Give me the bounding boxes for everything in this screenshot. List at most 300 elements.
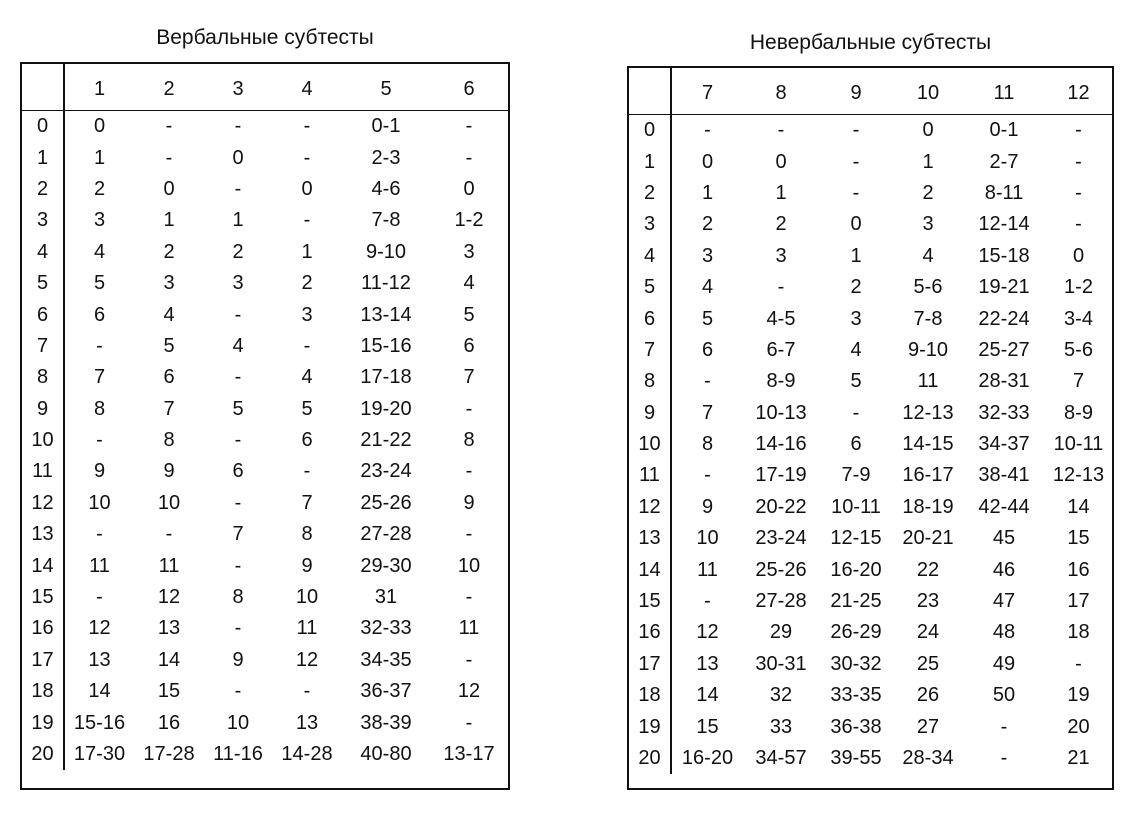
scaled-score-cell: 11 bbox=[917, 370, 939, 393]
raw-score-cell: 5 bbox=[22, 268, 64, 299]
table-row bbox=[22, 174, 508, 205]
scaled-score-cell: 6 bbox=[232, 460, 244, 483]
scaled-score-cell: 3 bbox=[463, 240, 475, 263]
nonverbal-subtests-title: Невербальные субтесты bbox=[749, 31, 992, 54]
scaled-score-cell: 20 bbox=[1067, 715, 1090, 738]
scaled-score-cell: 1 bbox=[775, 181, 787, 204]
table-row bbox=[22, 676, 508, 707]
raw-score-cell: 4 bbox=[22, 237, 64, 268]
verbal-subtests-title: Вербальные субтесты bbox=[156, 26, 374, 49]
scaled-score-cell: 22 bbox=[916, 558, 940, 581]
scaled-score-cell: 0 bbox=[701, 150, 714, 173]
raw-score-cell: 7 bbox=[629, 335, 671, 366]
table-row bbox=[629, 429, 1112, 460]
scaled-score-cell: 8 bbox=[301, 523, 313, 546]
scaled-score-cell: 33-35 bbox=[830, 684, 882, 707]
scaled-score-cell: 32-33 bbox=[978, 401, 1030, 424]
scaled-score-cell: 5 bbox=[701, 307, 714, 330]
scaled-score-cell: 5-6 bbox=[1064, 338, 1093, 361]
scaled-score-cell: - bbox=[704, 590, 711, 613]
scaled-score-cell: 9 bbox=[232, 648, 244, 671]
raw-score-cell: 2 bbox=[22, 174, 64, 205]
scaled-score-cell: 0 bbox=[775, 150, 787, 173]
scaled-score-cell: 12-14 bbox=[978, 213, 1030, 236]
scaled-score-cell: - bbox=[465, 711, 473, 734]
scaled-score-cell: 20-21 bbox=[902, 527, 954, 550]
scaled-score-cell: 29 bbox=[769, 621, 793, 644]
scaled-score-cell: 45 bbox=[992, 527, 1016, 550]
nonverbal-table-body bbox=[629, 68, 1112, 774]
scaled-score-cell: 9-10 bbox=[365, 240, 407, 263]
raw-score-cell: 7 bbox=[22, 331, 64, 362]
scaled-score-cell: - bbox=[303, 460, 311, 483]
table-row bbox=[22, 362, 508, 393]
scaled-score-cell: 3 bbox=[301, 303, 313, 326]
scaled-score-cell: 42-44 bbox=[978, 495, 1030, 518]
table-row bbox=[22, 488, 508, 519]
scaled-score-cell: - bbox=[234, 303, 242, 326]
table-row bbox=[629, 398, 1112, 429]
scaled-score-cell: 16-20 bbox=[830, 558, 882, 581]
scaled-score-cell: 12 bbox=[696, 621, 719, 644]
scaled-score-cell: 25 bbox=[916, 652, 940, 675]
scaled-score-cell: - bbox=[465, 648, 473, 671]
scaled-score-cell: - bbox=[704, 119, 711, 142]
scaled-score-cell: 30-31 bbox=[755, 652, 807, 675]
table-row bbox=[629, 335, 1112, 366]
scaled-score-cell: 16 bbox=[157, 711, 181, 734]
scaled-score-cell: - bbox=[234, 617, 242, 640]
scaled-score-cell: 7 bbox=[301, 491, 313, 514]
scaled-score-cell: 39-55 bbox=[830, 747, 882, 769]
scaled-score-cell: 7 bbox=[463, 366, 475, 389]
scaled-score-cell: 50 bbox=[992, 684, 1016, 707]
scaled-score-cell: - bbox=[777, 119, 785, 142]
raw-score-cell: 1 bbox=[629, 146, 671, 177]
scaled-score-cell: 1 bbox=[232, 209, 244, 232]
scaled-score-cell: 10 bbox=[295, 586, 319, 609]
scaled-score-cell: 14-16 bbox=[755, 433, 807, 456]
scaled-score-cell: 0 bbox=[301, 177, 313, 200]
scaled-score-cell: 22-24 bbox=[978, 307, 1030, 330]
raw-score-cell: 15 bbox=[22, 582, 64, 613]
scaled-score-cell: - bbox=[96, 429, 103, 452]
table-row bbox=[22, 425, 508, 456]
table-row bbox=[22, 142, 508, 173]
scaled-score-cell: - bbox=[96, 586, 103, 609]
subtest-header: 8 bbox=[743, 68, 819, 115]
scaled-score-cell: 46 bbox=[992, 558, 1016, 581]
table-row bbox=[629, 523, 1112, 554]
scaled-score-cell: 1 bbox=[850, 244, 862, 267]
scaled-score-cell: - bbox=[234, 429, 242, 452]
table-row bbox=[629, 303, 1112, 334]
scaled-score-cell: 17-28 bbox=[143, 743, 195, 765]
scaled-score-cell: 20-22 bbox=[755, 495, 807, 518]
scaled-score-cell: 6 bbox=[701, 338, 714, 361]
scaled-score-cell: 25-27 bbox=[978, 338, 1030, 361]
scaled-score-cell: 9 bbox=[93, 460, 106, 483]
raw-score-cell: 12 bbox=[22, 488, 64, 519]
scaled-score-cell: 6 bbox=[93, 303, 106, 326]
table-row bbox=[22, 331, 508, 362]
subtest-header: 12 bbox=[1045, 68, 1112, 115]
scaled-score-cell: - bbox=[465, 523, 473, 546]
table-row bbox=[22, 394, 508, 425]
scaled-score-cell: 10-11 bbox=[831, 495, 881, 518]
scaled-score-cell: 10-11 bbox=[1053, 433, 1104, 456]
scaled-score-cell: 14 bbox=[696, 684, 719, 707]
scaled-score-cell: - bbox=[234, 366, 242, 389]
table-row bbox=[22, 111, 508, 143]
subtest-header: 3 bbox=[204, 64, 272, 111]
scaled-score-cell: 12 bbox=[457, 680, 481, 703]
scaled-score-cell: 4 bbox=[232, 334, 244, 357]
scaled-score-cell: - bbox=[234, 680, 242, 703]
scaled-score-cell: - bbox=[465, 397, 473, 420]
scaled-score-cell: 1 bbox=[93, 146, 106, 169]
scaled-score-cell: 10-13 bbox=[755, 401, 807, 424]
scaled-score-cell: 18 bbox=[1067, 621, 1090, 644]
raw-score-cell: 17 bbox=[22, 645, 64, 676]
scaled-score-cell: 0 bbox=[1072, 244, 1085, 267]
scaled-score-cell: 14 bbox=[88, 680, 111, 703]
table-row bbox=[629, 554, 1112, 585]
scaled-score-cell: 10 bbox=[226, 711, 250, 734]
raw-score-cell: 20 bbox=[629, 743, 671, 774]
scaled-score-cell: 15 bbox=[696, 715, 719, 738]
subtest-header: 9 bbox=[819, 68, 893, 115]
raw-score-cell: 9 bbox=[22, 394, 64, 425]
scaled-score-cell: 14-15 bbox=[902, 433, 954, 456]
scaled-score-cell: 11 bbox=[697, 558, 718, 581]
raw-score-cell: 11 bbox=[22, 456, 64, 487]
scaled-score-cell: 19 bbox=[1067, 684, 1090, 707]
table-row bbox=[22, 268, 508, 299]
scaled-score-cell: 8-9 bbox=[766, 370, 796, 393]
scaled-score-cell: - bbox=[852, 150, 860, 173]
scaled-score-cell: 15 bbox=[157, 680, 181, 703]
subtest-header: 1 bbox=[64, 64, 134, 111]
scaled-score-cell: 0-1 bbox=[371, 115, 401, 138]
raw-score-cell: 3 bbox=[629, 209, 671, 240]
raw-score-cell: 18 bbox=[629, 680, 671, 711]
scaled-score-cell: 1 bbox=[301, 240, 313, 263]
scaled-score-cell: 4 bbox=[701, 276, 714, 299]
scaled-score-cell: 16 bbox=[1067, 558, 1090, 581]
scaled-score-cell: 2-7 bbox=[989, 150, 1019, 173]
table-row bbox=[629, 743, 1112, 774]
table-row bbox=[22, 645, 508, 676]
table-row bbox=[22, 582, 508, 613]
scaled-score-cell: 2 bbox=[775, 213, 787, 236]
scaled-score-cell: 13 bbox=[88, 648, 111, 671]
scaled-score-cell: 13-14 bbox=[360, 303, 412, 326]
scaled-score-cell: 29-30 bbox=[360, 554, 412, 577]
scaled-score-cell: 3 bbox=[93, 209, 106, 232]
scaled-score-cell: 6-7 bbox=[766, 338, 796, 361]
scaled-score-cell: 4 bbox=[463, 272, 475, 295]
table-row bbox=[629, 272, 1112, 303]
scaled-score-cell: 16-17 bbox=[902, 464, 954, 487]
raw-score-cell: 14 bbox=[22, 550, 64, 581]
table-row bbox=[22, 456, 508, 487]
scaled-score-cell: 13 bbox=[295, 711, 319, 734]
scaled-score-cell: 23-24 bbox=[360, 460, 412, 483]
scaled-score-cell: - bbox=[465, 460, 473, 483]
scaled-score-cell: 12-13 bbox=[902, 401, 954, 424]
scaled-score-cell: 9 bbox=[301, 554, 313, 577]
scaled-score-cell: 21-22 bbox=[360, 429, 412, 452]
table-row bbox=[629, 617, 1112, 648]
verbal-table-frame bbox=[20, 62, 510, 790]
table-row bbox=[22, 613, 508, 644]
scaled-score-cell: 13-17 bbox=[443, 743, 495, 765]
scaled-score-cell: 17 bbox=[1067, 590, 1090, 613]
scaled-score-cell: 3 bbox=[850, 307, 862, 330]
scaled-score-cell: 14 bbox=[1067, 495, 1090, 518]
raw-score-cell: 6 bbox=[22, 299, 64, 330]
raw-score-cell: 20 bbox=[22, 739, 64, 770]
scaled-score-cell: 6 bbox=[163, 366, 175, 389]
table-row bbox=[629, 241, 1112, 272]
scaled-score-cell: 16-20 bbox=[681, 747, 734, 769]
scaled-score-cell: - bbox=[852, 119, 860, 142]
scaled-score-cell: 23-24 bbox=[755, 527, 807, 550]
scaled-score-cell: - bbox=[165, 523, 173, 546]
scaled-score-cell: - bbox=[303, 680, 311, 703]
scaled-score-cell: - bbox=[234, 491, 242, 514]
raw-score-header bbox=[629, 68, 671, 115]
raw-score-cell: 0 bbox=[22, 111, 64, 143]
scaled-score-cell: - bbox=[165, 146, 173, 169]
scaled-score-cell: - bbox=[234, 554, 242, 577]
scaled-score-cell: 4 bbox=[301, 366, 313, 389]
raw-score-cell: 14 bbox=[629, 554, 671, 585]
scaled-score-cell: 21-25 bbox=[830, 590, 882, 613]
table-row bbox=[22, 550, 508, 581]
scaled-score-cell: 17-18 bbox=[360, 366, 412, 389]
scaled-score-cell: 9 bbox=[463, 491, 475, 514]
scaled-score-cell: - bbox=[465, 586, 473, 609]
scaled-score-cell: 14 bbox=[157, 648, 181, 671]
raw-score-header bbox=[22, 64, 64, 111]
raw-score-cell: 0 bbox=[629, 115, 671, 147]
table-row bbox=[22, 519, 508, 550]
scaled-score-cell: 4 bbox=[922, 244, 934, 267]
scaled-score-cell: 8 bbox=[232, 586, 244, 609]
raw-score-cell: 8 bbox=[629, 366, 671, 397]
scaled-score-cell: 12-15 bbox=[830, 527, 882, 550]
scaled-score-cell: 6 bbox=[301, 429, 313, 452]
scaled-score-cell: 1-2 bbox=[454, 209, 484, 232]
scaled-score-cell: - bbox=[1075, 150, 1082, 173]
scaled-score-cell: - bbox=[852, 181, 860, 204]
scaled-score-cell: 11 bbox=[458, 617, 480, 640]
scaled-score-cell: 36-37 bbox=[360, 680, 412, 703]
scaled-score-cell: 3 bbox=[922, 213, 934, 236]
scaled-score-cell: 12 bbox=[295, 648, 319, 671]
scaled-score-cell: 36-38 bbox=[830, 715, 882, 738]
subtest-header: 10 bbox=[893, 68, 963, 115]
raw-score-cell: 10 bbox=[22, 425, 64, 456]
scaled-score-cell: 2 bbox=[701, 213, 714, 236]
scaled-score-cell: 26 bbox=[916, 684, 940, 707]
scaled-score-cell: 15 bbox=[1067, 527, 1090, 550]
scaled-score-cell: 15-16 bbox=[73, 711, 126, 734]
subtest-header: 11 bbox=[963, 68, 1045, 115]
scaled-score-cell: - bbox=[1075, 119, 1082, 142]
scaled-score-cell: 0 bbox=[922, 119, 934, 142]
scaled-score-cell: 30-32 bbox=[830, 652, 882, 675]
scaled-score-cell: 3 bbox=[701, 244, 714, 267]
raw-score-cell: 3 bbox=[22, 205, 64, 236]
table-row bbox=[22, 237, 508, 268]
subtest-header: 2 bbox=[134, 64, 204, 111]
scaled-score-cell: 7-8 bbox=[371, 209, 401, 232]
table-row bbox=[629, 586, 1112, 617]
scaled-score-cell: 48 bbox=[992, 621, 1016, 644]
scaled-score-cell: 19-21 bbox=[978, 276, 1030, 299]
scaled-score-cell: - bbox=[1000, 715, 1008, 738]
scaled-score-cell: 2 bbox=[232, 240, 244, 263]
scaled-score-cell: 27-28 bbox=[755, 590, 807, 613]
raw-score-cell: 1 bbox=[22, 142, 64, 173]
nonverbal-table-frame bbox=[627, 66, 1114, 790]
scaled-score-cell: 9-10 bbox=[907, 338, 949, 361]
scaled-score-cell: 8-9 bbox=[1064, 401, 1093, 424]
raw-score-cell: 16 bbox=[629, 617, 671, 648]
scaled-score-cell: 40-80 bbox=[360, 743, 412, 765]
scaled-score-cell: - bbox=[465, 146, 473, 169]
scaled-score-cell: 2 bbox=[301, 272, 313, 295]
scaled-score-cell: 34-37 bbox=[978, 433, 1030, 456]
raw-score-cell: 17 bbox=[629, 649, 671, 680]
scaled-score-cell: 7-9 bbox=[841, 464, 871, 487]
scaled-score-cell: 2 bbox=[93, 177, 106, 200]
scaled-score-cell: 4-5 bbox=[766, 307, 796, 330]
scaled-score-cell: 1 bbox=[701, 181, 714, 204]
scaled-score-cell: - bbox=[1075, 213, 1082, 236]
scaled-score-cell: 15-18 bbox=[978, 244, 1030, 267]
scaled-score-cell: 10 bbox=[696, 527, 719, 550]
raw-score-cell: 18 bbox=[22, 676, 64, 707]
scaled-score-cell: 5 bbox=[301, 397, 313, 420]
raw-score-cell: 19 bbox=[629, 711, 671, 742]
scaled-score-cell: 7 bbox=[701, 401, 714, 424]
scaled-score-cell: - bbox=[303, 334, 311, 357]
table-row bbox=[629, 115, 1112, 147]
scaled-score-cell: 8-11 bbox=[984, 181, 1024, 204]
scaled-score-cell: 5 bbox=[93, 272, 106, 295]
scaled-score-cell: 49 bbox=[992, 652, 1016, 675]
scaled-score-cell: 5 bbox=[463, 303, 475, 326]
scaled-score-cell: 13 bbox=[696, 652, 719, 675]
scaled-score-cell: 5 bbox=[850, 370, 862, 393]
scaled-score-cell: 1 bbox=[922, 150, 934, 173]
table-row bbox=[629, 680, 1112, 711]
scaled-score-cell: - bbox=[465, 115, 473, 138]
scaled-score-cell: 31 bbox=[374, 586, 398, 609]
scaled-score-cell: 3 bbox=[775, 244, 787, 267]
scaled-score-cell: 9 bbox=[163, 460, 175, 483]
scaled-score-cell: 6 bbox=[463, 334, 475, 357]
scaled-score-cell: 11 bbox=[296, 617, 318, 640]
scaled-score-cell: 3 bbox=[232, 272, 244, 295]
scaled-score-cell: 2-3 bbox=[371, 146, 401, 169]
scaled-score-cell: - bbox=[777, 276, 785, 299]
scaled-score-cell: 47 bbox=[992, 590, 1016, 613]
table-row bbox=[629, 460, 1112, 491]
scaled-score-cell: 9 bbox=[701, 495, 714, 518]
scaled-score-cell: 11 bbox=[89, 554, 110, 577]
table-row bbox=[629, 178, 1112, 209]
scaled-score-cell: 23 bbox=[916, 590, 940, 613]
scaled-score-cell: 4 bbox=[93, 240, 106, 263]
scaled-score-cell: 7 bbox=[93, 366, 106, 389]
scaled-score-cell: 10 bbox=[457, 554, 481, 577]
scaled-score-cell: 34-35 bbox=[360, 648, 412, 671]
scaled-score-cell: 8 bbox=[701, 433, 714, 456]
scaled-score-cell: - bbox=[303, 115, 311, 138]
raw-score-cell: 10 bbox=[629, 429, 671, 460]
table-row bbox=[629, 209, 1112, 240]
scaled-score-cell: 33 bbox=[769, 715, 793, 738]
table-header-row bbox=[629, 68, 1112, 115]
scaled-score-cell: 3-4 bbox=[1064, 307, 1093, 330]
scaled-score-cell: 4-6 bbox=[371, 177, 401, 200]
scaled-score-cell: 0 bbox=[232, 146, 244, 169]
scaled-score-cell: - bbox=[96, 334, 103, 357]
scaled-score-cell: 17-30 bbox=[73, 743, 126, 765]
scaled-score-cell: 17-19 bbox=[755, 464, 807, 487]
table-row bbox=[22, 205, 508, 236]
scaled-score-cell: - bbox=[234, 177, 242, 200]
scaled-score-cell: 12-13 bbox=[1052, 464, 1105, 487]
scaled-score-cell: 24 bbox=[916, 621, 940, 644]
scaled-score-cell: 6 bbox=[850, 433, 862, 456]
scaled-score-cell: 0 bbox=[163, 177, 175, 200]
scaled-score-cell: 11-16 bbox=[213, 743, 263, 765]
table-row bbox=[22, 707, 508, 738]
scaled-score-cell: 19-20 bbox=[360, 397, 412, 420]
scaled-score-cell: 34-57 bbox=[755, 747, 807, 769]
scaled-score-cell: 25-26 bbox=[360, 491, 412, 514]
raw-score-cell: 13 bbox=[629, 523, 671, 554]
verbal-table-body bbox=[22, 64, 508, 770]
scaled-score-cell: 13 bbox=[157, 617, 181, 640]
scaled-score-cell: 38-41 bbox=[978, 464, 1030, 487]
nonverbal-score-table bbox=[629, 68, 1112, 774]
scaled-score-cell: 1-2 bbox=[1064, 276, 1093, 299]
scaled-score-cell: 0-1 bbox=[989, 119, 1019, 142]
scaled-score-cell: 14-28 bbox=[281, 743, 333, 765]
scaled-score-cell: 32 bbox=[769, 684, 793, 707]
scaled-score-cell: - bbox=[165, 115, 173, 138]
scaled-score-cell: 4 bbox=[850, 338, 862, 361]
scaled-score-cell: 28-34 bbox=[902, 747, 954, 769]
scaled-score-cell: 2 bbox=[850, 276, 862, 299]
scaled-score-cell: - bbox=[704, 370, 711, 393]
raw-score-cell: 2 bbox=[629, 178, 671, 209]
table-header-row bbox=[22, 64, 508, 111]
scaled-score-cell: 2 bbox=[922, 181, 934, 204]
table-row bbox=[629, 146, 1112, 177]
scaled-score-cell: - bbox=[704, 464, 711, 487]
scaled-score-cell: 38-39 bbox=[360, 711, 412, 734]
scaled-score-cell: 28-31 bbox=[978, 370, 1030, 393]
scaled-score-cell: 26-29 bbox=[830, 621, 882, 644]
